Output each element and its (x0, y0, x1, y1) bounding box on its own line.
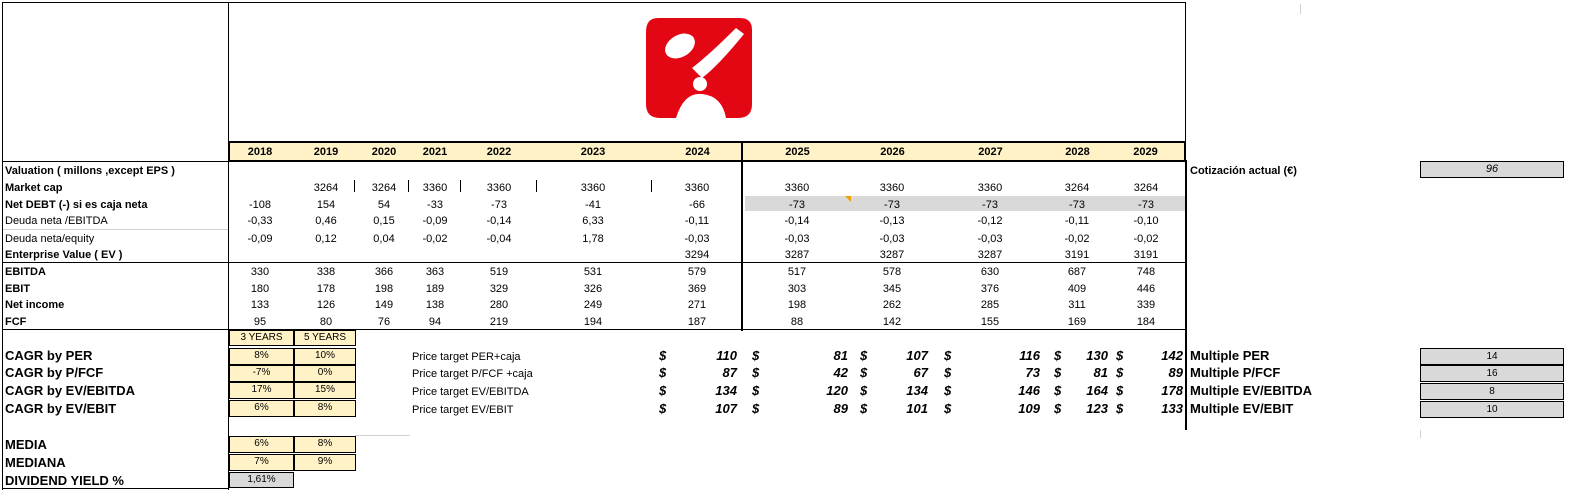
label-ebit: EBIT (5, 283, 31, 295)
cell-net-debt-2019[interactable]: 154 (316, 199, 336, 211)
media-3y: 6% (229, 436, 294, 453)
cell-deuda-equity-2027[interactable]: -0,03 (977, 233, 1003, 245)
cell-deuda-equity-2021[interactable]: -0,02 (422, 233, 448, 245)
price-target-value[interactable]: 134 (906, 383, 928, 398)
price-target-value[interactable]: 107 (715, 401, 737, 416)
price-target-value[interactable]: 73 (1025, 365, 1040, 380)
cell-market-cap-2020[interactable]: 3264 (371, 182, 397, 194)
label-net-income: Net income (5, 299, 65, 311)
cell-deuda-equity-2022[interactable]: -0,04 (486, 233, 512, 245)
price-target-value[interactable]: 101 (906, 401, 928, 416)
cell-deuda-ebitda-2029[interactable]: -0,10 (1133, 215, 1159, 227)
cell-ebit-2019[interactable]: 178 (316, 283, 336, 295)
cell-fcf-2019[interactable]: 80 (319, 316, 333, 328)
cell-deuda-equity-2026[interactable]: -0,03 (879, 233, 905, 245)
cell-fcf-2024[interactable]: 187 (687, 316, 707, 328)
currency-symbol: $ (1116, 365, 1124, 380)
currency-symbol: $ (944, 383, 952, 398)
label-ebitda: EBITDA (5, 266, 46, 278)
cell-market-cap-2021[interactable]: 3360 (422, 182, 448, 194)
cell-fcf-2021[interactable]: 94 (428, 316, 442, 328)
currency-symbol: $ (1054, 348, 1062, 363)
price-target-label: Price target EV/EBITDA (412, 386, 529, 398)
year-2025: 2025 (785, 146, 810, 158)
cell-net-income-2029[interactable]: 339 (1136, 299, 1156, 311)
cell-ebit-2021[interactable]: 189 (425, 283, 445, 295)
label-ev: Enterprise Value ( EV ) (5, 249, 123, 261)
cagr-header-5y: 5 YEARS (294, 330, 356, 346)
price-target-value[interactable]: 133 (1161, 401, 1183, 416)
cell-net-income-2022[interactable]: 280 (489, 299, 509, 311)
cell-ev-2028[interactable]: 3191 (1064, 249, 1090, 261)
price-target-value[interactable]: 130 (1086, 348, 1108, 363)
grid-line-d (1300, 4, 1301, 14)
currency-symbol: $ (752, 365, 760, 380)
price-target-value[interactable]: 178 (1161, 383, 1183, 398)
cell-ebitda-2023[interactable]: 531 (583, 266, 603, 278)
cell-deuda-ebitda-2027[interactable]: -0,12 (977, 215, 1003, 227)
currency-symbol: $ (1054, 401, 1062, 416)
cell-deuda-ebitda-2019[interactable]: 0,46 (315, 215, 337, 227)
cell-net-income-2025[interactable]: 198 (787, 299, 807, 311)
cagr-ev-ebitda-3y: 17% (229, 382, 294, 399)
cell-fcf-2025[interactable]: 88 (790, 316, 804, 328)
multiple-value-input[interactable]: 10 (1420, 401, 1564, 418)
label-net-debt: Net DEBT (-) si es caja neta (5, 199, 148, 211)
cell-fcf-2027[interactable]: 155 (980, 316, 1000, 328)
grid-line-a (3, 229, 228, 230)
price-target-value[interactable]: 123 (1086, 401, 1108, 416)
cell-fcf-2026[interactable]: 142 (882, 316, 902, 328)
currency-symbol: $ (944, 365, 952, 380)
currency-symbol: $ (1116, 383, 1124, 398)
cell-net-debt-2020[interactable]: 54 (377, 199, 391, 211)
cell-net-debt-2028[interactable]: -73 (1069, 199, 1085, 211)
cell-market-cap-2025[interactable]: 3360 (784, 182, 810, 194)
cell-market-cap-2029[interactable]: 3264 (1133, 182, 1159, 194)
cell-net-debt-2021[interactable]: -33 (427, 199, 443, 211)
price-target-value[interactable]: 109 (1018, 401, 1040, 416)
projection-separator (741, 141, 743, 331)
cell-fcf-2020[interactable]: 76 (377, 316, 391, 328)
cell-market-cap-2026[interactable]: 3360 (879, 182, 905, 194)
cell-net-debt-2025[interactable]: -73 (789, 199, 805, 211)
cagr-label-ev-ebitda: CAGR by EV/EBITDA (5, 383, 136, 398)
cell-net-debt-2029[interactable]: -73 (1138, 199, 1154, 211)
cell-deuda-ebitda-2023[interactable]: 6,33 (582, 215, 604, 227)
price-target-value[interactable]: 89 (833, 401, 848, 416)
price-target-value[interactable]: 120 (826, 383, 848, 398)
year-2022: 2022 (486, 146, 512, 158)
cell-deuda-ebitda-2024[interactable]: -0,11 (684, 215, 710, 227)
cell-deuda-equity-2029[interactable]: -0,02 (1133, 233, 1159, 245)
cell-deuda-ebitda-2021[interactable]: -0,09 (422, 215, 448, 227)
cell-deuda-ebitda-2026[interactable]: -0,13 (879, 215, 905, 227)
currency-symbol: $ (752, 348, 760, 363)
label-fcf: FCF (5, 316, 27, 328)
cell-net-income-2018[interactable]: 133 (250, 299, 270, 311)
price-target-value[interactable]: 142 (1161, 348, 1183, 363)
media-label: MEDIA (5, 437, 47, 452)
cell-fcf-2022[interactable]: 219 (489, 316, 509, 328)
cagr-label-ev-ebit: CAGR by EV/EBIT (5, 401, 117, 416)
currency-symbol: $ (1116, 348, 1124, 363)
cell-deuda-ebitda-2020[interactable]: 0,15 (373, 215, 395, 227)
cell-deuda-equity-2023[interactable]: 1,78 (582, 233, 604, 245)
currency-symbol: $ (752, 401, 760, 416)
currency-symbol: $ (860, 348, 868, 363)
year-2024: 2024 (685, 146, 710, 158)
cell-net-debt-2018[interactable]: -108 (248, 199, 272, 211)
cell-net-debt-2026[interactable]: -73 (884, 199, 900, 211)
cell-tick (651, 180, 652, 192)
currency-symbol: $ (752, 383, 760, 398)
cell-ev-2024[interactable]: 3294 (684, 249, 710, 261)
cagr-label-per: CAGR by PER (5, 348, 93, 363)
cell-market-cap-2027[interactable]: 3360 (977, 182, 1003, 194)
price-target-value[interactable]: 164 (1086, 383, 1108, 398)
currency-symbol: $ (1116, 401, 1124, 416)
price-target-label: Price target P/FCF +caja (412, 368, 533, 380)
cagr-header-3y: 3 YEARS (229, 330, 294, 346)
cell-net-debt-2027[interactable]: -73 (982, 199, 998, 211)
cell-ebit-2022[interactable]: 329 (489, 283, 509, 295)
cell-ev-2026[interactable]: 3287 (879, 249, 905, 261)
cell-deuda-equity-2020[interactable]: 0,04 (373, 233, 395, 245)
cell-fcf-2018[interactable]: 95 (253, 316, 267, 328)
cell-ebit-2026[interactable]: 345 (882, 283, 902, 295)
cell-ebit-2023[interactable]: 326 (583, 283, 603, 295)
cell-ebit-2027[interactable]: 376 (980, 283, 1000, 295)
cell-net-debt-2022[interactable]: -73 (491, 199, 507, 211)
section-divider-2 (2, 329, 1186, 330)
cell-deuda-equity-2028[interactable]: -0,02 (1064, 233, 1090, 245)
price-target-value[interactable]: 146 (1018, 383, 1040, 398)
price-target-value[interactable]: 116 (1019, 348, 1040, 363)
bottom-border (2, 488, 229, 489)
price-target-value[interactable]: 134 (715, 383, 737, 398)
cotizacion-label: Cotización actual (€) (1190, 165, 1297, 177)
price-target-label: Price target EV/EBIT (412, 404, 514, 416)
multiple-value-input[interactable]: 16 (1420, 365, 1564, 382)
header-frame-left (2, 2, 229, 162)
cell-deuda-ebitda-2022[interactable]: -0,14 (486, 215, 512, 227)
cell-net-income-2028[interactable]: 311 (1068, 299, 1086, 311)
multiple-label: Multiple PER (1190, 348, 1270, 363)
cell-ebit-2024[interactable]: 369 (687, 283, 707, 295)
cagr-label-pfcf: CAGR by P/FCF (5, 365, 104, 380)
cell-ev-2025[interactable]: 3287 (784, 249, 810, 261)
cagr-ev-ebit-3y: 6% (229, 400, 294, 417)
price-target-value[interactable]: 87 (722, 365, 737, 380)
cell-net-income-2021[interactable]: 138 (425, 299, 445, 311)
cell-ebitda-2027[interactable]: 630 (980, 266, 1000, 278)
cell-ebit-2029[interactable]: 446 (1136, 283, 1156, 295)
cell-net-income-2027[interactable]: 285 (980, 299, 1000, 311)
cell-net-income-2023[interactable]: 249 (583, 299, 603, 311)
price-target-value[interactable]: 67 (913, 365, 928, 380)
cell-market-cap-2019[interactable]: 3264 (313, 182, 339, 194)
price-target-value[interactable]: 107 (906, 348, 928, 363)
cell-ebit-2018[interactable]: 180 (250, 283, 270, 295)
year-2018: 2018 (247, 146, 273, 158)
multiple-label: Multiple EV/EBITDA (1190, 383, 1313, 398)
grid-line-c (1420, 430, 1421, 438)
price-target-value[interactable]: 110 (716, 348, 737, 363)
cotizacion-value-text: 96 (1485, 163, 1499, 175)
grid-line-b (355, 435, 410, 436)
cell-ebitda-2025[interactable]: 517 (787, 266, 807, 278)
cell-ev-2029[interactable]: 3191 (1133, 249, 1159, 261)
label-deuda-ebitda: Deuda neta /EBITDA (5, 215, 108, 227)
currency-symbol: $ (1054, 365, 1062, 380)
cell-market-cap-2022[interactable]: 3360 (486, 182, 512, 194)
cell-fcf-2028[interactable]: 169 (1067, 316, 1087, 328)
comment-indicator-icon (845, 196, 851, 202)
cagr-pfcf-5y: 0% (294, 365, 356, 382)
cell-deuda-ebitda-2028[interactable]: -0,11 (1064, 215, 1090, 227)
dividend-yield-value: 1,61% (229, 472, 294, 488)
currency-symbol: $ (659, 383, 667, 398)
cell-ebitda-2024[interactable]: 579 (687, 266, 707, 278)
cell-deuda-equity-2024[interactable]: -0,03 (684, 233, 710, 245)
cell-deuda-ebitda-2025[interactable]: -0,14 (784, 215, 810, 227)
cell-ebit-2025[interactable]: 303 (787, 283, 807, 295)
cell-net-income-2020[interactable]: 149 (374, 299, 394, 311)
cell-ev-2027[interactable]: 3287 (977, 249, 1003, 261)
cell-market-cap-2023[interactable]: 3360 (580, 182, 606, 194)
section-divider-1 (2, 262, 1186, 263)
cell-fcf-2023[interactable]: 194 (583, 316, 603, 328)
cagr-per-5y: 10% (294, 348, 356, 365)
cell-deuda-ebitda-2018[interactable]: -0,33 (247, 215, 273, 227)
currency-symbol: $ (659, 365, 667, 380)
cell-ebitda-2022[interactable]: 519 (489, 266, 509, 278)
media-5y: 8% (294, 436, 356, 453)
mediana-3y: 7% (229, 454, 294, 471)
cell-ebitda-2029[interactable]: 748 (1136, 266, 1156, 278)
cagr-per-3y: 8% (229, 348, 294, 365)
cell-market-cap-2028[interactable]: 3264 (1064, 182, 1090, 194)
cell-market-cap-2024[interactable]: 3360 (684, 182, 710, 194)
year-2021: 2021 (422, 146, 448, 158)
year-2026: 2026 (880, 146, 905, 158)
price-target-label: Price target PER+caja (412, 351, 521, 363)
cell-deuda-equity-2019[interactable]: 0,12 (315, 233, 337, 245)
mediana-5y: 9% (294, 454, 356, 471)
cell-net-debt-2024[interactable]: -66 (689, 199, 705, 211)
currency-symbol: $ (944, 348, 952, 363)
year-2028: 2028 (1065, 146, 1090, 158)
year-2029: 2029 (1133, 146, 1158, 158)
price-target-value[interactable]: 81 (833, 348, 848, 363)
dividend-label: DIVIDEND YIELD % (5, 473, 124, 488)
price-target-value[interactable]: 89 (1168, 365, 1183, 380)
label-deuda-equity: Deuda neta/equity (5, 233, 95, 245)
multiple-label: Multiple EV/EBIT (1190, 401, 1294, 416)
cell-deuda-equity-2018[interactable]: -0,09 (247, 233, 273, 245)
cell-ebitda-2028[interactable]: 687 (1067, 266, 1087, 278)
year-2020: 2020 (371, 146, 397, 158)
year-2019: 2019 (313, 146, 339, 158)
cotizacion-value[interactable] (1420, 161, 1564, 178)
multiple-label: Multiple P/FCF (1190, 365, 1281, 380)
cagr-pfcf-3y: -7% (229, 365, 294, 382)
cell-ebitda-2018[interactable]: 330 (250, 266, 270, 278)
currency-symbol: $ (659, 401, 667, 416)
currency-symbol: $ (860, 365, 868, 380)
cell-ebit-2020[interactable]: 198 (374, 283, 394, 295)
currency-symbol: $ (659, 348, 667, 363)
currency-symbol: $ (1054, 383, 1062, 398)
price-target-value[interactable]: 42 (833, 365, 848, 380)
cell-ebitda-2021[interactable]: 363 (425, 266, 445, 278)
mediana-label: MEDIANA (5, 455, 66, 470)
cell-net-income-2019[interactable]: 126 (316, 299, 336, 311)
year-2023: 2023 (580, 146, 606, 158)
cell-ebitda-2020[interactable]: 366 (374, 266, 394, 278)
currency-symbol: $ (860, 401, 868, 416)
cell-net-income-2026[interactable]: 262 (882, 299, 902, 311)
cell-deuda-equity-2025[interactable]: -0,03 (784, 233, 810, 245)
cell-ebitda-2026[interactable]: 578 (882, 266, 902, 278)
cell-ebit-2028[interactable]: 409 (1067, 283, 1087, 295)
currency-symbol: $ (860, 383, 868, 398)
year-2027: 2027 (978, 146, 1003, 158)
cell-fcf-2029[interactable]: 184 (1136, 316, 1156, 328)
cell-net-debt-2023[interactable]: -41 (585, 199, 601, 211)
cell-net-income-2024[interactable]: 271 (687, 299, 707, 311)
multiple-value-input[interactable]: 8 (1420, 383, 1564, 400)
cagr-ev-ebitda-5y: 15% (294, 382, 356, 399)
left-border (2, 160, 3, 490)
currency-symbol: $ (944, 401, 952, 416)
cagr-ev-ebit-5y: 8% (294, 400, 356, 417)
label-market-cap: Market cap (5, 182, 63, 194)
label-valuation: Valuation ( millons ,except EPS ) (5, 165, 175, 177)
price-target-value[interactable]: 81 (1093, 365, 1108, 380)
multiple-value-input[interactable]: 14 (1420, 348, 1564, 365)
cell-ebitda-2019[interactable]: 338 (316, 266, 336, 278)
brand-logo-icon (640, 14, 755, 122)
